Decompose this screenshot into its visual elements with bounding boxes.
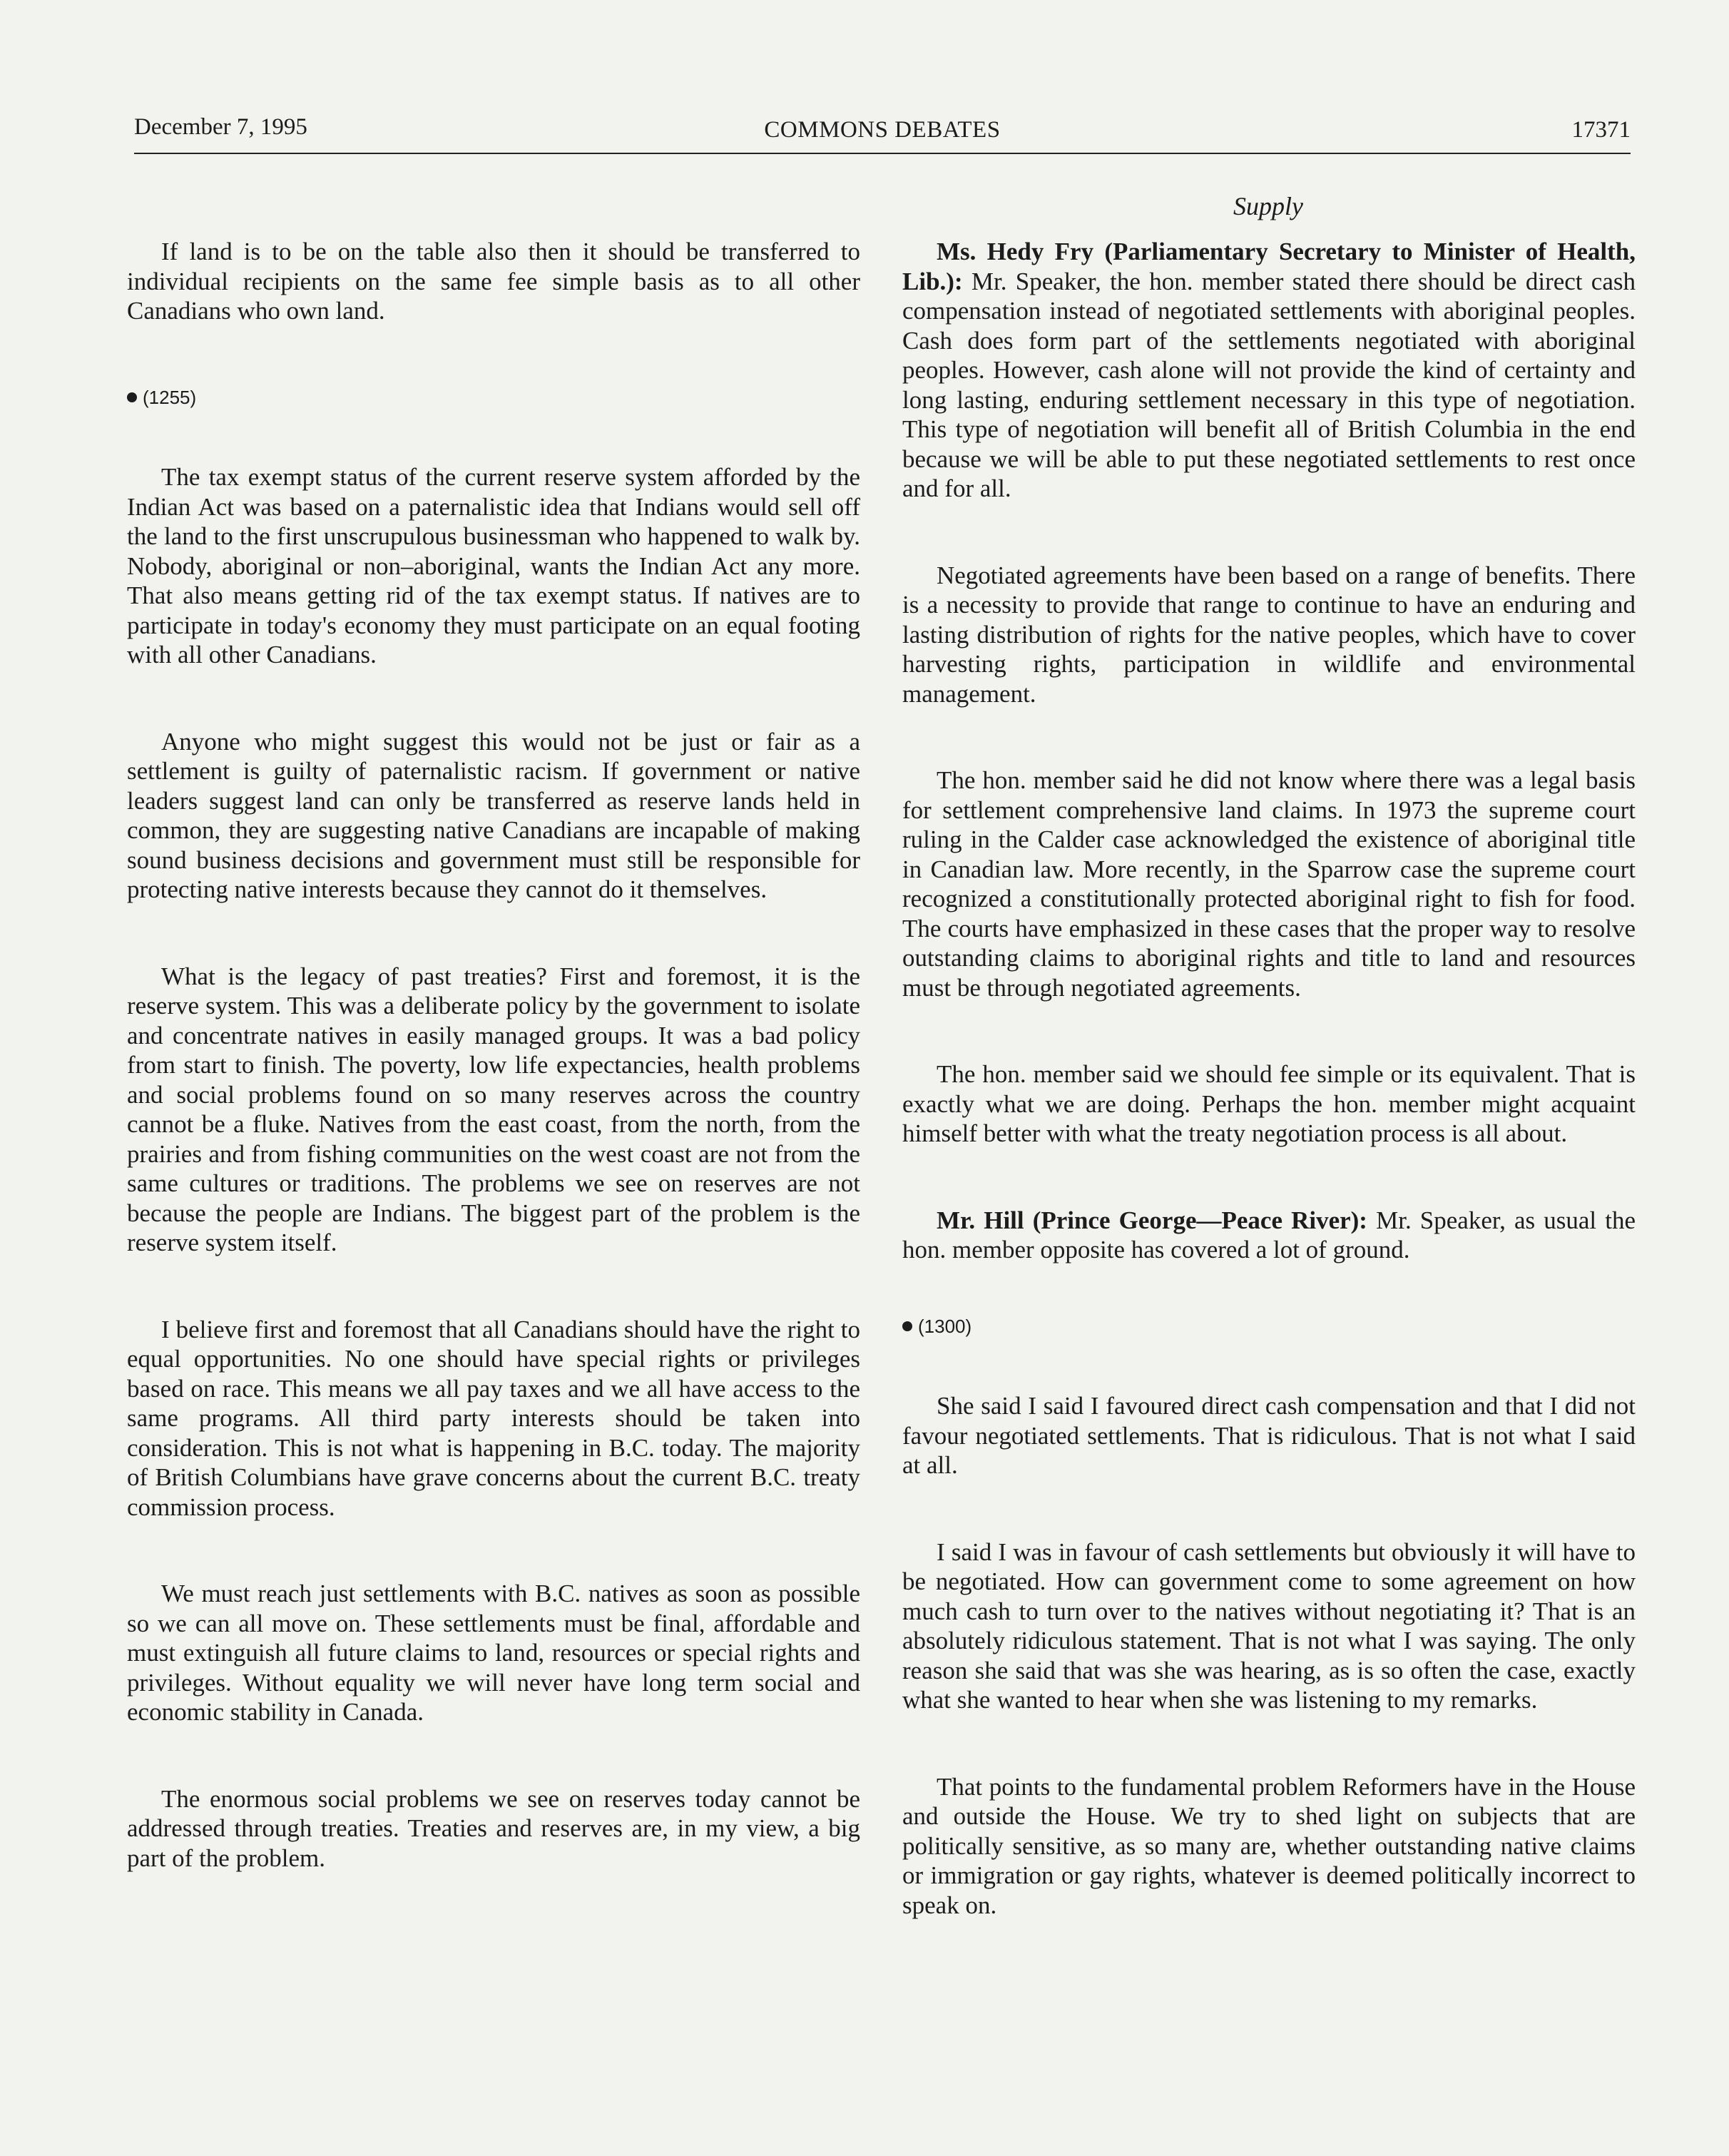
time-marker (902, 1312, 1636, 1342)
paragraph: The tax exempt status of the current reserve system afforded by the Indian Act was based on a paternalistic idea that Indians would sell off the land to the first unscrupulous businessman who happened to walk by. Nobody, aboriginal or non–aboriginal, wants the Indian Act any more. That also means getting rid of the tax exempt status. If natives are to participate in today's economy they must participate on an equal footing with all other Canadians. (127, 463, 860, 668)
speech-text: Mr. Speaker, the hon. member stated there should be direct cash compensation instead of negotiated settlements with aboriginal peoples. Cash does form part of the settlements negotiated with aboriginal peoples. However, cash alone will not provide the kind of certainty and long lasting, enduring settlement necessary in this type of negotiation. This type of negotiation will benefit all of British Columbia in the end because we will be able to put these negotiated settlements to rest once and for all. (902, 267, 1636, 502)
header-title: COMMONS DEBATES (764, 117, 1001, 143)
left-column (127, 237, 860, 1930)
paragraph: I said I was in favour of cash settlements but obviously it will have to be negotiated. How can government come to some agreement on how much cash to turn over to the natives without negotiating it? That is an absolutely ridiculous statement. That is not what I was saying. The only reason she said that was she was hearing, as is so often the case, exactly what she wanted to hear when she was listening to my remarks. (902, 1537, 1636, 1714)
bullet-icon (127, 392, 137, 402)
paragraph: If land is to be on the table also then it should be transferred to individual recipients on the same fee simple basis as to all other Canadians who own land. (127, 238, 860, 325)
header-page-number: 17371 (1571, 117, 1631, 143)
paragraph: The hon. member said he did not know where there was a legal basis for settlement comprehensive land claims. In 1973 the supreme court ruling in the Calder case acknowledged the existence of aboriginal title in Canadian law. More recently, in the Sparrow case the supreme court recognized a constitutionally protected aboriginal right to fish for food. The courts have emphasized in these cases that the proper way to resolve outstanding claims to aboriginal rights and title to land and resources must be through negotiated agreements. (902, 766, 1636, 1002)
paragraph: That points to the fundamental problem Reformers have in the House and outside the House. We try to shed light on subjects that are politically sensitive, as so many are, whether outstanding native claims or immigration or gay rights, whatever is deemed politically incorrect to speak on. (902, 1772, 1636, 1919)
speech-paragraph (902, 1206, 1636, 1265)
right-column (902, 237, 1636, 1977)
page-header (134, 107, 1631, 150)
speaker-name: Mr. Hill (Prince George—Peace River): (937, 1206, 1367, 1234)
paragraph: I believe first and foremost that all Canadians should have the right to equal opportunities. No one should have special rights or privileges based on race. This means we all pay taxes and we all have access to the same programs. All third party interests should be taken into consideration. This is not what is happening in B.C. today. The majority of British Columbians have grave concerns about the current B.C. treaty commission process. (127, 1315, 860, 1521)
paragraph: She said I said I favoured direct cash compensation and that I did not favour negotiated settlements. That is ridiculous. That is not what I said at all. (902, 1392, 1636, 1479)
header-rule (134, 153, 1631, 154)
paragraph: We must reach just settlements with B.C. natives as soon as possible so we can all move on. These settlements must be final, affordable and must extinguish all future claims to land, resources or special rights and privileges. Without equality we will never have long term social and economic stability in Canada. (127, 1580, 860, 1726)
paragraph: The enormous social problems we see on reserves today cannot be addressed through treaties. Treaties and reserves are, in my view, a big part of the problem. (127, 1784, 860, 1872)
header-date: December 7, 1995 (134, 114, 307, 140)
speech-paragraph (902, 237, 1636, 504)
speaker-name: Ms. Hedy Fry (Parliamentary Secretary to Minister of Health, Lib.): (902, 238, 1636, 295)
paragraph: What is the legacy of past treaties? First and foremost, it is the reserve system. This was a deliberate policy by the government to isolate and concentrate natives in easily managed groups. It was a bad policy from start to finish. The poverty, low life expectancies, health problems and social problems found on so many reserves across the country cannot be a fluke. Natives from the east coast, from the north, from the prairies and from fishing communities on the west coast are not from the same cultures or traditions. The problems we see on reserves are not because the people are Indians. The biggest part of the problem is the reserve system itself. (127, 962, 860, 1256)
time-marker-text: (1300) (918, 1315, 972, 1337)
time-marker (127, 383, 860, 413)
paragraph: Anyone who might suggest this would not be just or fair as a settlement is guilty of paternalistic racism. If government or native leaders suggest land can only be transferred as reserve lands held in common, they are suggesting native Canadians are incapable of making sound business decisions and government must still be responsible for protecting native interests because they cannot do it themselves. (127, 727, 860, 903)
time-marker-text: (1255) (143, 386, 197, 408)
bullet-icon (902, 1321, 912, 1331)
paragraph: The hon. member said we should fee simple or its equivalent. That is exactly what we are doing. Perhaps the hon. member might acquaint himself better with what the treaty negotiation process is all about. (902, 1060, 1636, 1147)
section-label: Supply (1233, 192, 1303, 220)
speech-text: Mr. Speaker, as usual the hon. member opposite has covered a lot of ground. (902, 1206, 1636, 1263)
paragraph: Negotiated agreements have been based on a range of benefits. There is a necessity to provide that range to continue to have an enduring and lasting distribution of rights for the native peoples, which have to cover harvesting rights, participation in wildlife and environmental management. (902, 561, 1636, 708)
